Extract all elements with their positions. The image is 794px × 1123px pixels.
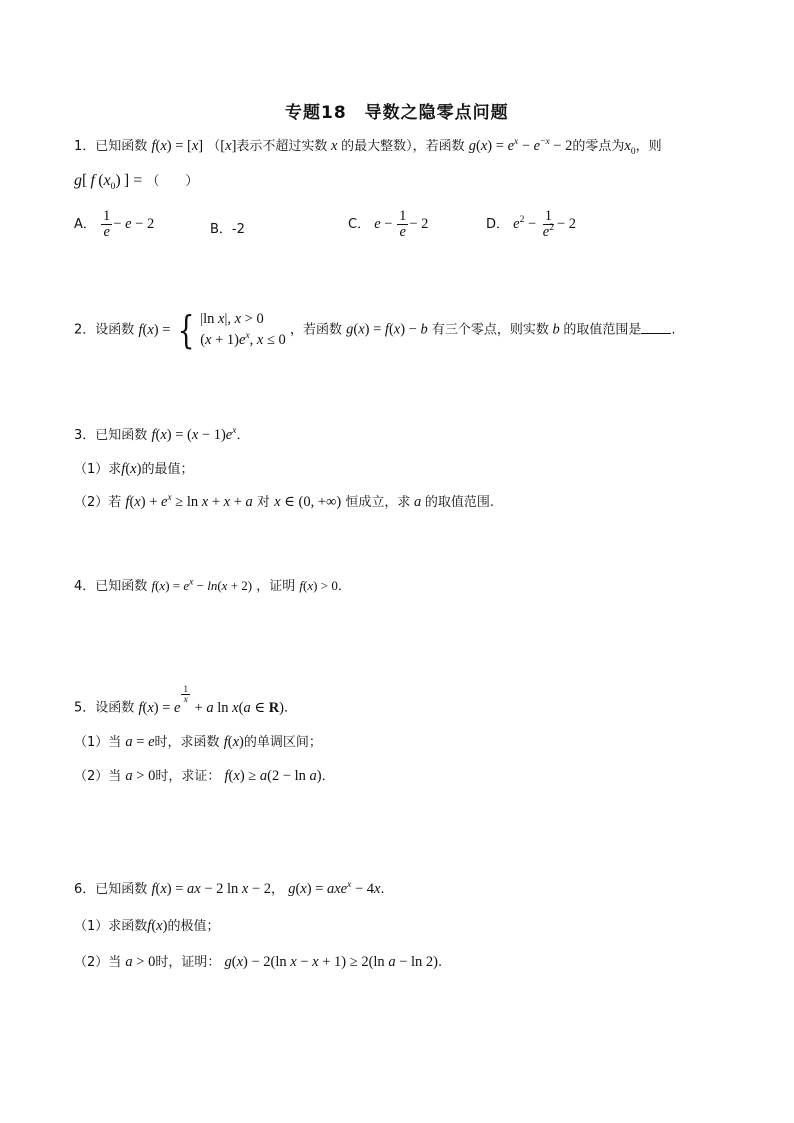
math-expression: $g(x) = e^x - e^{-x} - 2$	[468, 137, 573, 154]
question-1-line-1: 1．已知函数 f(x) = [x] （[x]表示不超过实数 x 的最大整数），若函数 $g(x) = e^x - e^{-x} - 2$的零点为$x_0$，则	[74, 137, 662, 157]
question-6-part-2: （2）当 a > 0时，证明： g(x) − 2(ln x − x + 1) ≥ 2(ln a − ln 2).	[74, 954, 443, 970]
question-3: 3．已知函数 $f(x) = (x - 1)e^x$．	[74, 426, 250, 443]
question-3-part-2: （2）若 $f(x) + e^x \ge \ln x + x + a$ 对 x ∈ (0, +∞) 恒成立，求 a 的取值范围.	[74, 493, 494, 510]
question-6-part-1: （1）求函数f(x)的极值；	[74, 918, 220, 934]
question-5-part-1: （1）当 a = e时，求函数 f(x)的单调区间；	[74, 734, 322, 750]
piecewise-function: f ( x ) = { |ln x|, x > 0 $(x + 1)e^x$, x ≤ 0	[138, 308, 286, 352]
question-1-line-2: g[ f $(x_0)$ ] = （ ）	[74, 172, 199, 193]
math-expression: f(x) = [x]	[151, 138, 204, 154]
question-1-option-c: C． e − $\frac{1}{e}$ − 2	[348, 208, 429, 240]
answer-blank[interactable]	[641, 319, 671, 334]
question-6: 6．已知函数 f(x) = ax − 2 ln x − 2， g(x) = axe$^x$ − 4x.	[74, 880, 385, 897]
math-expression: g[ f $(x_0)$ ] =	[74, 172, 143, 193]
question-1-option-a: A． $\frac{1}{e}$ − e − 2	[74, 208, 155, 240]
page-title: 专题18 导数之隐零点问题	[285, 103, 509, 123]
question-1-option-b: B．-2	[210, 222, 245, 237]
question-5-part-2: （2）当 a > 0时，求证： f(x) ≥ a(2 − ln a)．	[74, 768, 335, 784]
question-5: 5．设函数 f(x) = e $^{\frac{1}{x}}$ + a ln x(a ∈ R)．	[74, 684, 298, 716]
question-3-part-1: （1）求f(x)的最值；	[74, 461, 194, 477]
question-1-option-d: D． $e^2$ − $\frac{1}{e^2}$ − 2	[486, 208, 577, 240]
question-4: 4．已知函数 $f(x) = e^x - \ln(x + 2)$ ，证明 f(x) > 0．	[74, 577, 351, 594]
question-2: 2．设函数 f ( x ) = { |ln x|, x > 0 $(x + 1)e^x$, x ≤ 0 ，若函数 g(x) = f(x) − b 有三个零点，则实数 b 的取值范围是 .	[74, 308, 676, 352]
